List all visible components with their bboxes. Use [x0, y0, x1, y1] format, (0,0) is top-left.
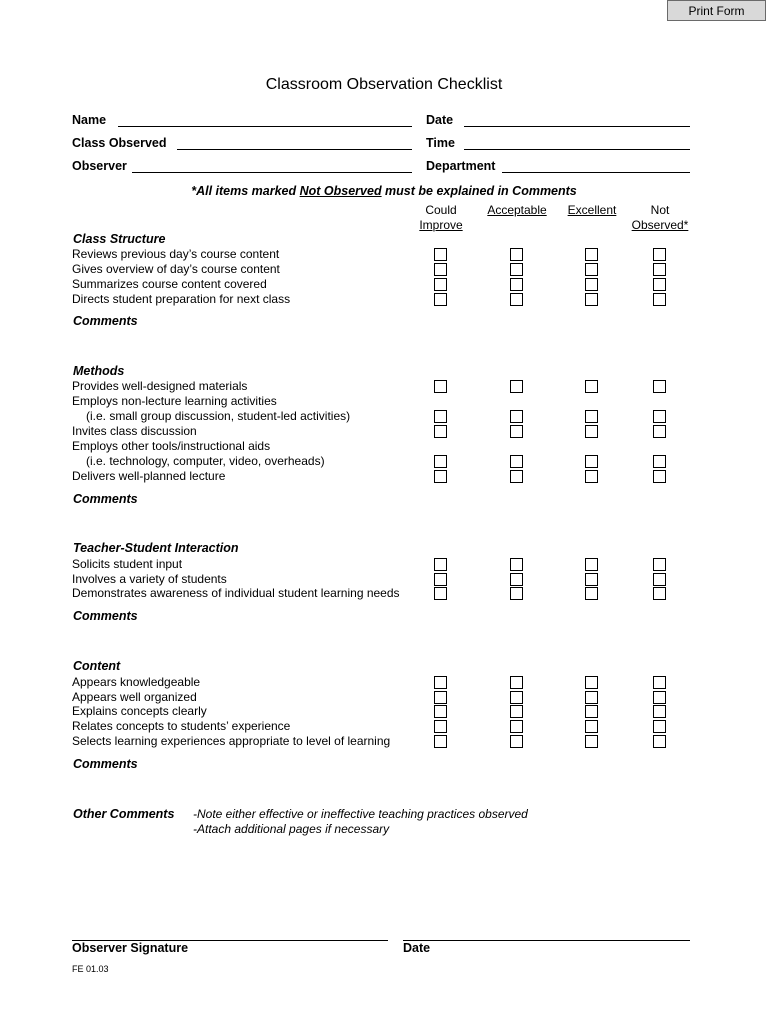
checkbox-acceptable[interactable]	[510, 293, 523, 306]
checkbox-excellent[interactable]	[585, 558, 598, 571]
checkbox-acceptable[interactable]	[510, 573, 523, 586]
section-title-content: Content	[73, 659, 121, 673]
checkbox-could-improve[interactable]	[434, 425, 447, 438]
checkbox-acceptable[interactable]	[510, 410, 523, 423]
other-comments-note: -Note either effective or ineffective teaching practices observed	[193, 807, 528, 821]
other-comments-label: Other Comments	[73, 807, 175, 821]
checklist-item: Appears well organized	[72, 690, 197, 704]
time-field[interactable]	[464, 135, 690, 150]
name-field[interactable]	[118, 112, 412, 127]
checkbox-acceptable[interactable]	[510, 705, 523, 718]
checklist-item: Appears knowledgeable	[72, 675, 201, 689]
checkbox-not-observed[interactable]	[653, 410, 666, 423]
checkbox-excellent[interactable]	[585, 735, 598, 748]
checkbox-could-improve[interactable]	[434, 455, 447, 468]
checklist-item: Employs non-lecture learning activities	[72, 394, 277, 408]
checkbox-acceptable[interactable]	[510, 263, 523, 276]
checklist-item: Involves a variety of students	[72, 572, 227, 586]
checkbox-excellent[interactable]	[585, 248, 598, 261]
checkbox-not-observed[interactable]	[653, 720, 666, 733]
checkbox-could-improve[interactable]	[434, 248, 447, 261]
checkbox-not-observed[interactable]	[653, 425, 666, 438]
checkbox-could-improve[interactable]	[434, 587, 447, 600]
observer-field[interactable]	[132, 158, 412, 173]
not-observed-notice: *All items marked Not Observed must be explained in Comments	[191, 184, 577, 198]
checklist-item: Directs student preparation for next class	[72, 292, 291, 306]
checkbox-not-observed[interactable]	[653, 735, 666, 748]
checkbox-could-improve[interactable]	[434, 558, 447, 571]
checkbox-acceptable[interactable]	[510, 735, 523, 748]
observer-signature-label: Observer Signature	[72, 941, 189, 955]
checkbox-not-observed[interactable]	[653, 278, 666, 291]
section-title-class-structure: Class Structure	[73, 232, 166, 246]
checkbox-acceptable[interactable]	[510, 455, 523, 468]
checkbox-excellent[interactable]	[585, 293, 598, 306]
checkbox-could-improve[interactable]	[434, 293, 447, 306]
checklist-item: Summarizes course content covered	[72, 277, 267, 291]
checkbox-not-observed[interactable]	[653, 691, 666, 704]
checklist-item: Reviews previous day’s course content	[72, 247, 280, 261]
checklist-item: Demonstrates awareness of individual student learning needs	[72, 586, 400, 600]
name-label: Name	[72, 113, 107, 127]
print-form-button[interactable]: Print Form	[667, 0, 766, 21]
checkbox-excellent[interactable]	[585, 470, 598, 483]
checkbox-acceptable[interactable]	[510, 248, 523, 261]
checkbox-could-improve[interactable]	[434, 410, 447, 423]
checkbox-could-improve[interactable]	[434, 720, 447, 733]
checkbox-acceptable[interactable]	[510, 676, 523, 689]
section-title-methods: Methods	[73, 364, 125, 378]
date-field[interactable]	[464, 112, 690, 127]
checkbox-excellent[interactable]	[585, 263, 598, 276]
time-label: Time	[426, 136, 455, 150]
checkbox-not-observed[interactable]	[653, 380, 666, 393]
section-title-interaction: Teacher-Student Interaction	[73, 541, 239, 555]
checkbox-excellent[interactable]	[585, 587, 598, 600]
column-header-could-improve: Could Improve	[419, 203, 463, 232]
checkbox-excellent[interactable]	[585, 691, 598, 704]
checkbox-excellent[interactable]	[585, 705, 598, 718]
comments-label-class-structure: Comments	[73, 314, 138, 328]
checkbox-not-observed[interactable]	[653, 263, 666, 276]
checkbox-could-improve[interactable]	[434, 263, 447, 276]
checkbox-not-observed[interactable]	[653, 676, 666, 689]
department-field[interactable]	[502, 158, 690, 173]
checkbox-excellent[interactable]	[585, 573, 598, 586]
column-header-excellent: Excellent	[567, 203, 617, 217]
checklist-item: Gives overview of day’s course content	[72, 262, 280, 276]
department-label: Department	[426, 159, 496, 173]
checkbox-not-observed[interactable]	[653, 587, 666, 600]
checklist-item-note: (i.e. small group discussion, student-led activities)	[86, 409, 351, 423]
checkbox-could-improve[interactable]	[434, 705, 447, 718]
checklist-item: Delivers well-planned lecture	[72, 469, 226, 483]
checkbox-could-improve[interactable]	[434, 470, 447, 483]
signature-date-label: Date	[403, 941, 431, 955]
checkbox-acceptable[interactable]	[510, 278, 523, 291]
checkbox-not-observed[interactable]	[653, 293, 666, 306]
checkbox-acceptable[interactable]	[510, 425, 523, 438]
checkbox-acceptable[interactable]	[510, 558, 523, 571]
checkbox-excellent[interactable]	[585, 410, 598, 423]
comments-label-interaction: Comments	[73, 609, 138, 623]
column-header-acceptable: Acceptable	[487, 203, 547, 217]
checkbox-acceptable[interactable]	[510, 720, 523, 733]
comments-label-content: Comments	[73, 757, 138, 771]
class-observed-field[interactable]	[177, 135, 412, 150]
checkbox-excellent[interactable]	[585, 720, 598, 733]
checkbox-not-observed[interactable]	[653, 470, 666, 483]
comments-label-methods: Comments	[73, 492, 138, 506]
checkbox-excellent[interactable]	[585, 380, 598, 393]
checkbox-acceptable[interactable]	[510, 380, 523, 393]
page-title: Classroom Observation Checklist	[265, 76, 503, 93]
checklist-item: Selects learning experiences appropriate to level of learning	[72, 734, 391, 748]
other-comments-note: -Attach additional pages if necessary	[193, 822, 390, 836]
checklist-item: Employs other tools/instructional aids	[72, 439, 271, 453]
checkbox-acceptable[interactable]	[510, 470, 523, 483]
date-label: Date	[426, 113, 454, 127]
column-header-not-observed: Not Observed*	[631, 203, 689, 232]
checklist-item: Provides well-designed materials	[72, 379, 248, 393]
checkbox-not-observed[interactable]	[653, 573, 666, 586]
checkbox-could-improve[interactable]	[434, 573, 447, 586]
checkbox-acceptable[interactable]	[510, 691, 523, 704]
checkbox-excellent[interactable]	[585, 278, 598, 291]
checkbox-not-observed[interactable]	[653, 558, 666, 571]
checkbox-could-improve[interactable]	[434, 676, 447, 689]
checkbox-excellent[interactable]	[585, 455, 598, 468]
form-code: FE 01.03	[72, 964, 109, 974]
checklist-item: Explains concepts clearly	[72, 704, 207, 718]
checkbox-not-observed[interactable]	[653, 705, 666, 718]
checkbox-could-improve[interactable]	[434, 380, 447, 393]
checklist-item-note: (i.e. technology, computer, video, overheads)	[86, 454, 325, 468]
checklist-item: Invites class discussion	[72, 424, 197, 438]
checklist-item: Solicits student input	[72, 557, 183, 571]
class-observed-label: Class Observed	[72, 136, 167, 150]
checkbox-could-improve[interactable]	[434, 691, 447, 704]
checklist-item: Relates concepts to students’ experience	[72, 719, 291, 733]
signature-date-line[interactable]	[403, 940, 690, 941]
checkbox-not-observed[interactable]	[653, 248, 666, 261]
observer-label: Observer	[72, 159, 127, 173]
checkbox-acceptable[interactable]	[510, 587, 523, 600]
checkbox-not-observed[interactable]	[653, 455, 666, 468]
checkbox-excellent[interactable]	[585, 425, 598, 438]
checkbox-could-improve[interactable]	[434, 278, 447, 291]
checkbox-excellent[interactable]	[585, 676, 598, 689]
checkbox-could-improve[interactable]	[434, 735, 447, 748]
